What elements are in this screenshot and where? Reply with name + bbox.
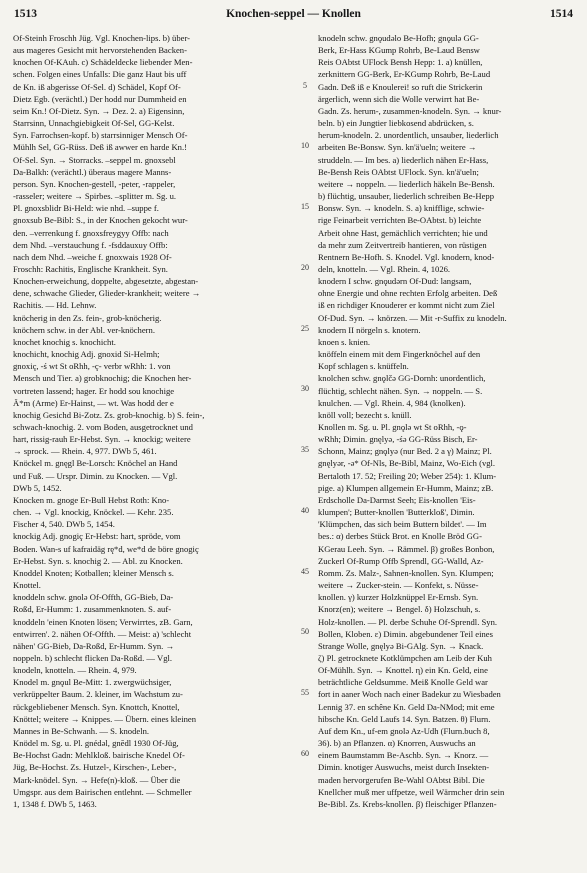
text-line: Knochen-erweichung, doppelte, abgesetzte, abgestan- <box>13 276 199 287</box>
text-line: fort in aaner Woch nach einer Badekur zu Wiesbaden <box>318 689 501 700</box>
text-line: Knöckel m. gnęgl Be-Lorsch: Knöchel an Hand <box>13 458 178 469</box>
text-line: b) flüchtig, unsauber, liederlich schreiben Be-Hepp <box>318 191 495 202</box>
text-line: aus mageres Gesicht mit hervorstehenden Backen- <box>13 45 187 56</box>
text-line: noppeln. b) schlecht flicken Da-Roßd. — Vgl. <box>13 652 173 663</box>
text-line: knochicht, knochig Adj. gnoxid Si-Helmh; <box>13 349 160 360</box>
text-line: ärgerlich, wenn sich die Wolle verwirrt hat Be- <box>318 93 480 104</box>
text-line: gnęlyər, -ə* Of-Nls, Be-Bibl, Mainz, Wo-Eich (vgl. <box>318 458 496 469</box>
text-line: klumpen'; Butter-knollen 'Butterkloß', Dimin. <box>318 507 475 518</box>
text-line: Mannes in Be-Schwanh. — S. knodeln. <box>13 725 150 736</box>
text-line: rige Feinarbeit verrichten Be-OAbtst. b) leichte <box>318 215 482 226</box>
text-line: → sprock. — Rhein. 4, 977. DWb 5, 461. <box>13 446 157 457</box>
text-line: Froschh: Rachitis, Englische Krankheit. Syn. <box>13 263 168 274</box>
text-line: Knorz(en); weitere → Bengel. δ) Holzschuh, s. <box>318 604 481 615</box>
text-line: Starrsinn, Unnachgiebigkeit Of-Sel, GG-Kelst. <box>13 118 175 129</box>
line-number: 40 <box>301 505 309 515</box>
text-line: Knocken m. gnoge Er-Bull Hebst Roth: Kno- <box>13 494 170 505</box>
text-line: Mark-knödel. Syn. → Hefe(n)-kloß. — Über die <box>13 774 181 785</box>
text-line: entwirren'. 2. nähen Of-Offth. — Meist: a) 'schlecht <box>13 628 192 639</box>
text-line: schen. Folgen eines Unfalls: Die ganz Haut bis uff <box>13 69 187 80</box>
text-line: beträchtliche Geldsumme. Meiß Knolle Geld war <box>318 677 488 688</box>
line-number: 10 <box>301 141 309 151</box>
text-line: seim Kn.! Of-Dietz. Syn. → Dez. 2. a) Eigensinn, <box>13 105 185 116</box>
text-line: 36). b) an Pflanzen. α) Knorren, Auswuchs an <box>318 738 476 749</box>
text-line: Strange Wolle, gnęlyə Bi-GAlg. Syn. → Knack. <box>318 640 484 651</box>
text-line: DWb 5, 1452. <box>13 482 62 493</box>
text-line: knoddeln 'einen Knoten lösen; Verwirrtes, zB. Garn, <box>13 616 193 627</box>
text-line: pige. a) Klumpen allgemein Er-Humm, Mainz; zB. <box>318 482 494 493</box>
page-header <box>14 8 573 28</box>
text-line: 1, 1348 f. DWb 5, 1463. <box>13 798 97 809</box>
text-line: ohne Energie und ohne rechten Erfolg arbeiten. Deß <box>318 288 498 299</box>
text-line: Schonn, Mainz; gnǫlyə (nur Bed. 2 a γ) Mainz; Pl. <box>318 446 492 457</box>
text-line: knockig Adj. gnogiç Er-Hebst: hart, spröde, vom <box>13 531 181 542</box>
text-line: person. Syn. Knochen-gestell, -peter, -rappeler, <box>13 178 176 189</box>
text-line: Boden. Wan-s uf kafraidäg rę*d, we*d de böre gnogiç <box>13 543 199 554</box>
right-column <box>318 32 575 862</box>
text-line: schwach-knochig. 2. vom Boden, ausgetrocknet und <box>13 422 193 432</box>
page-number-right: 1514 <box>550 8 573 20</box>
left-column <box>13 32 283 862</box>
text-line: flüchtig, schlecht nähen. Syn. → noppeln. — S. <box>318 385 483 396</box>
text-line: gnoxsub Be-Bibl: S., in der Knochen gekocht wur- <box>13 215 188 226</box>
text-line: 'Klümpchen, das sich beim Buttern bildet'. — Im <box>318 519 487 530</box>
text-line: arbeiten Be-Bonsw. Syn. kn'ä'ueln; weitere → <box>318 142 477 153</box>
text-line: knochig Gesichd Bi-Zotz. Zs. grob-knochig. b) S. fein-, <box>13 409 205 420</box>
text-line: Be-Bibl. Zs. Krebs-knollen. β) fleischiger Pflanzen- <box>318 798 497 809</box>
text-line: knochet knochig s. knochicht. <box>13 336 116 347</box>
running-title: Knochen-seppel — Knollen <box>226 8 361 20</box>
line-number: 30 <box>301 384 309 394</box>
text-line: Holz-knollen. — Pl. derbe Schuhe Of-Sprendl. Syn. <box>318 616 498 627</box>
text-line: hart, rissig-rauh Er-Hebst. Syn. → knockig; weitere <box>13 434 191 445</box>
text-line: Roßd, Er-Humm: 1. zusammenknoten. S. auf- <box>13 604 172 615</box>
text-line: struddeln. — Im bes. a) liederlich nähen Er-Hass, <box>318 154 489 165</box>
text-line: Of-Steinh Froschh Jüg. Vgl. Knochen-lips. b) über- <box>13 33 191 43</box>
text-line: knollen. γ) kurzer Holzknüppel Er-Ernsb. Syn. <box>318 592 479 603</box>
text-line: Ä*m (Arme) Er-Hainst, — wt. Was hodd der e <box>13 397 174 408</box>
text-line: Knoddel Knoten; Kotballen; kleiner Mensch s. <box>13 567 174 578</box>
text-line: iß en richdiger Knouderer er kommt nicht zum Ziel <box>318 300 495 311</box>
text-line: rückgebliebener Mensch. Syn. Knottch, Knottel, <box>13 701 180 712</box>
text-line: Be-Bensh Reis OAbtst UFlock. Syn. kn'ä'ueln; <box>318 166 479 177</box>
text-line: Gadn. Zs. herum-, zusammen-knodeln. Syn. → knur- <box>318 105 502 116</box>
text-line: Of-Mühlh. Syn. → Knottel. η) ein Kn. Geld, eine <box>318 665 488 676</box>
text-line: Of-Dud. Syn. → knörzen. — Mit -r-Suffix zu knodeln. <box>318 312 507 323</box>
page-number-left: 1513 <box>14 8 37 20</box>
line-number: 35 <box>301 445 309 455</box>
text-line: den. –verrenkung f. gnoxsfreygyy Offb: nach <box>13 227 169 238</box>
text-line: Lennig 37. en schêne Kn. Geld Da-NMod; mit eme <box>318 701 495 712</box>
text-line: Syn. Farrochsen-kopf. b) starrsinniger Mensch Of- <box>13 130 188 141</box>
text-line: weitere → Zucker-stein. — Konfekt, s. Nüsse- <box>318 580 479 591</box>
line-number: 60 <box>301 748 309 758</box>
text-line: Romm. Zs. Malz-, Sahnen-knollen. Syn. Klumpen; <box>318 567 494 578</box>
text-line: knulchen. — Vgl. Rhein. 4, 984 (knolken). <box>318 397 466 408</box>
line-number: 50 <box>301 627 309 637</box>
text-line: Erdscholle Da-Darmst Seeh; Eis-knollen 'Eis- <box>318 494 476 505</box>
text-line: da mehr zum Zeitvertreib hantieren, von rüstigen <box>318 239 487 250</box>
text-line: Knöttel; weitere → Knippes. — Übern. eines kleinen <box>13 713 197 724</box>
text-line: Auf dem Kn., uf-em gnolə Az-Udh (Flurn.buch 8, <box>318 725 490 736</box>
text-line: ζ) Pl. getrocknete Kotklümpchen am Leib der Kuh <box>318 652 492 663</box>
text-line: knodern I schw. gnǫudərn Of-Dud: langsam, <box>318 276 472 287</box>
text-line: dem Nhd. –verstauchung f. -fsddauxuy Offb: <box>13 239 168 250</box>
text-line: Bollen, Kloben. ε) Dimin. abgebundener Teil eines <box>318 628 493 639</box>
text-line: Knellcher muß mer uffpetze, weil Wärmcher drin sein <box>318 786 505 797</box>
text-line: knolchen schw. gnǫlčə GG-Dornh: unordentlich, <box>318 373 486 384</box>
text-line: Gadn. Deß iß e Knoulerei! so ruft die Strickerin <box>318 81 483 92</box>
text-line: herum-knodeln. 2. unordentlich, unsauber, liederlich <box>318 130 499 141</box>
text-line: hibsche Kn. Geld Laufs 14. Syn. Batzen. θ) Flurn. <box>318 713 491 724</box>
text-line: gnoxiç, -ś wt St oRhh, -ç- verbr wRhh: 1. von <box>13 361 171 372</box>
text-line: chen. → Vgl. knockig, Knöckel. — Kehr. 235. <box>13 507 174 518</box>
text-line: Kopf schlagen s. knüffeln. <box>318 361 409 372</box>
text-line: zerknittern GG-Berk, Er-KGump Rohrb, Be-Laud <box>318 69 491 80</box>
text-line: Reis OAbtst UFlock Bensh Hepp: 1. a) knüllen, <box>318 57 483 68</box>
text-line: Of-Sel. Syn. → Storracks. –seppel m. gnoxsebl <box>13 154 176 165</box>
text-line: knodeln, knotteln. — Rhein. 4, 979. <box>13 665 137 676</box>
text-line: knoen s. knien. <box>318 336 371 347</box>
text-line: weitere → noppeln. — liederlich häkeln Be-Bensh. <box>318 178 495 189</box>
text-line: KGerau Leeh. Syn. → Rämmel. β) großes Bonbon, <box>318 543 495 554</box>
text-line: und Fuß. — Urspr. Dimin. zu Knocken. — Vgl. <box>13 470 178 481</box>
text-line: maden hervorgerufen Be-Wahl OAbtst Bibl. Die <box>318 774 485 785</box>
text-line: Dimin. knotiger Auswuchs, meist durch Insekten- <box>318 762 490 773</box>
text-line: beln. b) ein Jungtier liebkosend abdrücken, s. <box>318 118 474 129</box>
text-line: Be-Hochst Gadn: Mehlkloß. bairische Knedel Of- <box>13 750 185 761</box>
text-line: einem Baumstamm Be-Aschb. Syn. → Knorz. — <box>318 750 489 761</box>
text-line: Umgspr. aus dem Bairischen entlehnt. — Schmeller <box>13 786 192 797</box>
text-line: vortreten lassend; hager. Er hodd sou knochige <box>13 385 175 396</box>
text-line: Dietz Egb. (verächtl.) Der hodd nur Dummheid en <box>13 93 187 104</box>
text-line: knöchern schw. in der Abl. ver-knöchern. <box>13 324 155 335</box>
line-number: 15 <box>301 202 309 212</box>
text-line: deln, knotteln. — Vgl. Rhein. 4, 1026. <box>318 263 451 274</box>
text-line: knöcherig in den Zs. fein-, grob-knöcherig. <box>13 312 162 323</box>
text-line: knodern II nörgeln s. knotern. <box>318 324 421 335</box>
text-line: nähen' GG-Bieb, Da-Roßd, Er-Humm. Syn. → <box>13 640 175 651</box>
text-line: Knödel m. Sg. u. Pl. gnédəl, gnēdl 1930 Of-Jüg, <box>13 738 179 749</box>
line-number: 20 <box>301 262 309 272</box>
text-line: Mühlh Sel, GG-Rüss. Deß iß awwer en harde Kn.! <box>13 142 187 153</box>
text-line: nach dem Nhd. –weiche f. gnoxwais 1928 Of- <box>13 251 172 262</box>
text-line: Bertaloth 17. 52; Freiling 20; Weber 254): 1. Klum- <box>318 470 497 481</box>
text-line: de Kn. iß abgerisse Of-Sel. d) Schädel, Kopf Of- <box>13 81 181 92</box>
text-line: Er-Hebst. Syn. s. knochig 2. — Abl. zu Knocken. <box>13 555 183 566</box>
text-line: Da-Balkh: (verächtl.) überaus magere Manns- <box>13 166 172 177</box>
text-line: Rachitis. — Hd. Lehnw. <box>13 300 97 311</box>
text-line: Rentnern Be-Hofh. S. Knodel. Vgl. knodern, knod- <box>318 251 495 262</box>
text-line: knöffeln einem mit dem Fingerknöchel auf den <box>318 349 481 360</box>
text-line: Knodel m. gnǫul Be-Mitt: 1. zwergwüchsiger, <box>13 677 172 688</box>
text-line: -rasseler; weitere → Spirbes. –splitter m. Sg. u. <box>13 191 177 202</box>
line-number: 5 <box>303 80 307 90</box>
text-line: Mensch und Tier. a) grobknochig; die Knochen her- <box>13 373 192 384</box>
text-line: bes.: α) derbes Stück Brot. en Knolle Bröd GG- <box>318 531 482 542</box>
text-line: Pl. gnoxsblidr Bi-Held: wie nhd. –suppe f. <box>13 203 159 214</box>
text-line: wRhh; Dimin. gnęlyə, -śə GG-Rüss Bisch, Er- <box>318 434 478 445</box>
text-line: Fischer 4, 540. DWb 5, 1454. <box>13 519 115 530</box>
text-line: Arbeit ohne Hast, gemächlich verrichten; hie und <box>318 227 488 238</box>
text-line: Jüg, Be-Hochst. Zs. Hutzel-, Kirschen-, Leber-, <box>13 762 177 773</box>
text-line: Berk, Er-Hass KGump Rohrb, Be-Laud Bensw <box>318 45 480 56</box>
text-line: knöll voll; bezecht s. knüll. <box>318 409 412 420</box>
text-line: Bonsw. Syn. → knodeln. S. a) knifflige, schwie- <box>318 203 485 214</box>
text-line: knoddeln schw. gnolə Of-Offth, GG-Bieb, Da- <box>13 592 174 603</box>
text-line: knodeln schw. gnǫudəlo Be-Hofh; gnǫulə GG- <box>318 33 479 43</box>
text-line: knochen Of-KAuh. c) Schädeldecke liebender Men- <box>13 57 193 68</box>
line-number: 25 <box>301 323 309 333</box>
text-line: Knollen m. Sg. u. Pl. gnǫlə wt St oRhh, -ǫ- <box>318 422 467 432</box>
text-line: verkrüppelter Baum. 2. kleiner, im Wachstum zu- <box>13 689 183 700</box>
text-line: Knottel. <box>13 580 41 591</box>
line-number: 45 <box>301 566 309 576</box>
line-number: 55 <box>301 688 309 698</box>
text-line: Zuckerl Of-Rump Offb Sprendl, GG-Walld, Az- <box>318 555 484 566</box>
text-line: dene, schwache Glieder, Glieder-krankheit; weitere → <box>13 288 201 299</box>
